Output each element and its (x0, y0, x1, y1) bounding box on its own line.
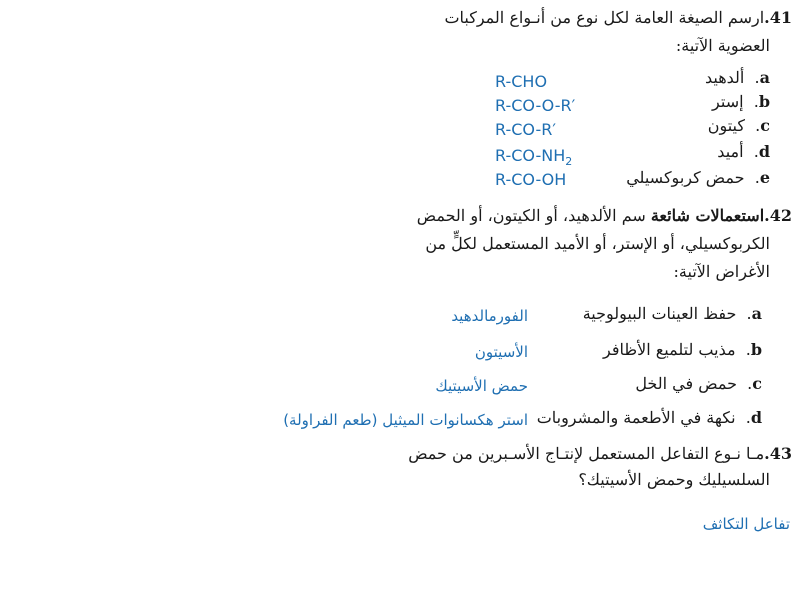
q42-line1 (417, 204, 792, 228)
q43-text-line1: مـا نـوع التفاعل المستعمل لإنتـاج الأسـبرين من حمض (408, 444, 765, 463)
q42-text-line1: سم الألدهيد، أو الكيتون، أو الحمض (416, 206, 646, 225)
q42-answer-d: استر هكسانوات الميثيل (طعم الفراولة) (283, 411, 528, 429)
q42-item-c: c. حمض في الخل (635, 374, 762, 393)
q42-text-line3: الأغراض الآتية: (673, 262, 770, 281)
q41-answer-d: $R-CO-NH_2$ (495, 146, 573, 169)
q41-item-d: d. أميد (717, 142, 770, 161)
q41-item-c: c. كيتون (707, 116, 770, 135)
q41-item-e: e. حمض كربوكسيلي (626, 168, 770, 187)
q43-line1 (408, 442, 792, 466)
q42-answer-c: حمض الأسيتيك (435, 377, 528, 395)
q42-item-a: a. حفظ العينات البيولوجية (582, 304, 762, 323)
q43-text-line2: السلسيليك وحمض الأسيتيك؟ (578, 470, 770, 489)
q41-text-line2: العضوية الآتية: (675, 36, 770, 55)
q43-answer: تفاعل التكاثف (702, 515, 790, 533)
q42-number: 42. (764, 206, 792, 225)
q41-answer-a: R-CHO (495, 72, 548, 91)
q41-number: 41. (764, 8, 792, 27)
q41-line1 (444, 6, 792, 30)
q41-answer-e: R-CO-OH (495, 170, 567, 189)
q41-item-a: a. ألدهيد (704, 68, 770, 87)
q42-answer-a: الفورمالدهيد (451, 307, 528, 325)
q42-answer-b: الأسيتون (474, 343, 528, 361)
q42-item-b: b. مذيب لتلميع الأظافر (602, 340, 762, 359)
q43-number: 43. (764, 444, 792, 463)
q41-answer-b: R-CO-O-R′ (495, 96, 576, 115)
q42-item-d: d. نكهة في الأطعمة والمشروبات (536, 408, 762, 427)
q41-answer-c: R-CO-R′ (495, 120, 556, 139)
q41-text-line1: ارسم الصيغة العامة لكل نوع من أنـواع المركبات (444, 8, 765, 27)
q42-bold-lead: استعمالات شائعة (650, 206, 765, 225)
q41-item-b: b. إستر (712, 92, 770, 111)
q42-text-line2: الكربوكسيلي، أو الإستر، أو الأميد المستعمل لكلٍّ من (425, 234, 770, 253)
